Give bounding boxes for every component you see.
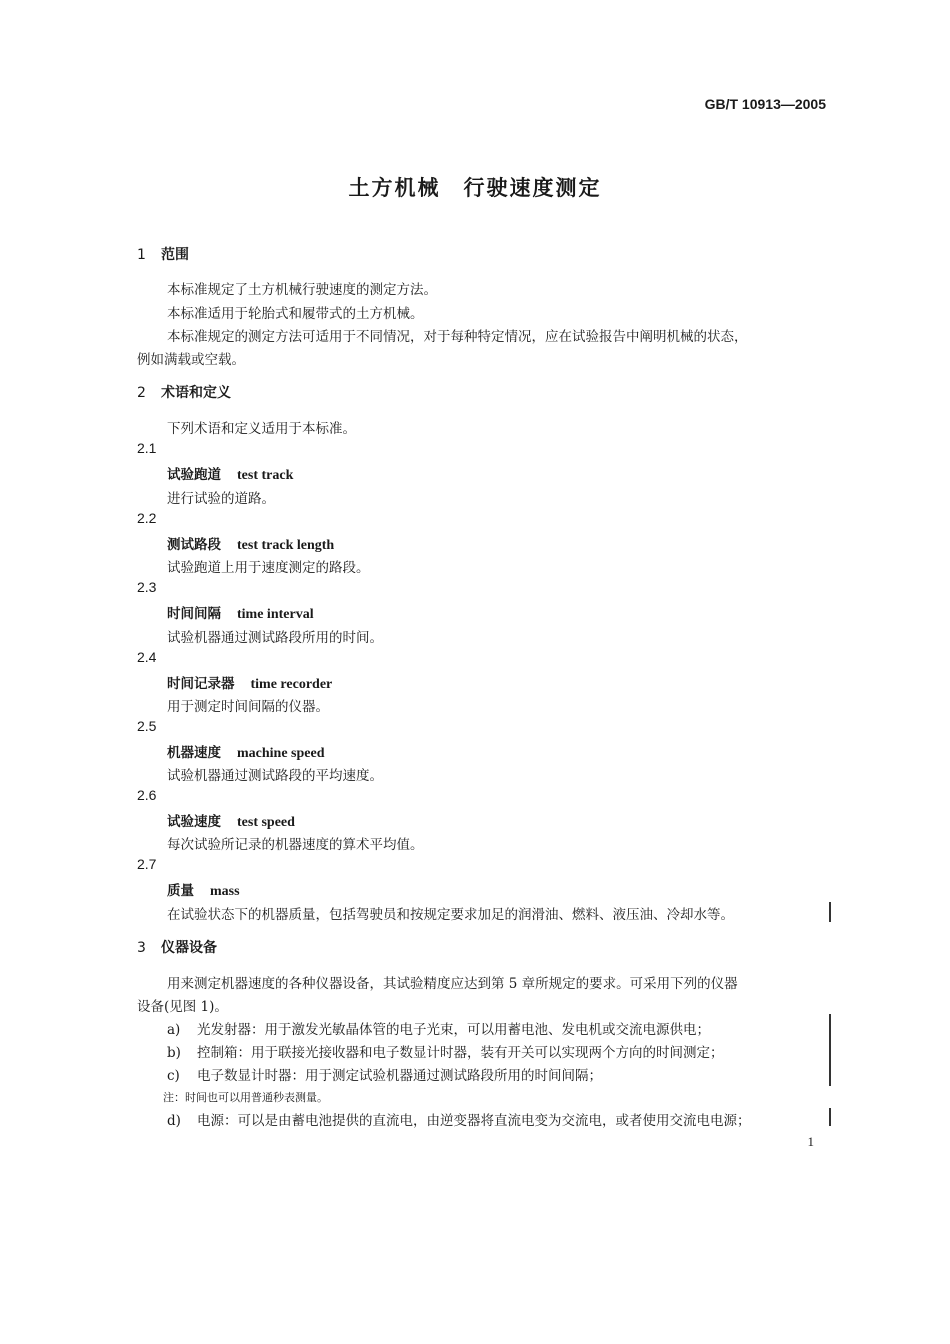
equipment-item-a xyxy=(167,1018,710,1038)
equipment-note: 注：时间也可以用普通秒表测量。 xyxy=(163,1091,328,1104)
revision-bar xyxy=(829,1108,831,1126)
equipment-item-b xyxy=(167,1041,724,1061)
term-zh: 机器速度 xyxy=(167,745,221,761)
terms-intro: 下列术语和定义适用于本标准。 xyxy=(167,421,356,437)
term-zh: 时间记录器 xyxy=(167,676,235,692)
term-heading xyxy=(167,463,293,484)
equipment-intro-line-2: 设备(见图 1)。 xyxy=(137,999,228,1015)
section-heading-terms xyxy=(137,382,231,402)
term-definition: 进行试验的道路。 xyxy=(167,491,275,507)
term-heading xyxy=(167,810,295,831)
scope-paragraph-1: 本标准规定了土方机械行驶速度的测定方法。 xyxy=(167,282,437,298)
term-zh: 测试路段 xyxy=(167,537,221,553)
section-title: 仪器设备 xyxy=(161,940,217,956)
term-definition: 用于测定时间间隔的仪器。 xyxy=(167,699,329,715)
term-definition: 每次试验所记录的机器速度的算术平均值。 xyxy=(167,837,424,853)
section-heading-equipment xyxy=(137,937,217,957)
term-en: test track xyxy=(237,468,294,483)
term-heading xyxy=(167,672,332,693)
page-number: 1 xyxy=(807,1134,814,1149)
term-en: machine speed xyxy=(237,746,325,761)
section-number: 2 xyxy=(137,385,146,401)
term-number: 2.1 xyxy=(137,440,157,456)
term-en: time interval xyxy=(237,607,314,622)
term-heading xyxy=(167,741,325,762)
term-en: test speed xyxy=(237,815,295,830)
item-label: b) xyxy=(167,1045,181,1061)
term-zh: 时间间隔 xyxy=(167,606,221,622)
term-zh: 试验跑道 xyxy=(167,467,221,483)
term-en: time recorder xyxy=(250,677,333,692)
term-definition: 在试验状态下的机器质量，包括驾驶员和按规定要求加足的润滑油、燃料、液压油、冷却水等。 xyxy=(167,907,734,923)
revision-bar xyxy=(829,1014,831,1086)
term-zh: 质量 xyxy=(167,883,194,899)
term-heading xyxy=(167,602,314,623)
revision-bar xyxy=(829,902,831,922)
term-definition: 试验机器通过测试路段的平均速度。 xyxy=(167,768,383,784)
scope-paragraph-3-line-2: 例如满载或空载。 xyxy=(137,352,245,368)
section-title: 范围 xyxy=(161,247,189,263)
term-number: 2.2 xyxy=(137,510,157,526)
equipment-item-c xyxy=(167,1064,602,1084)
standard-number: GB/T 10913—2005 xyxy=(704,96,826,112)
item-text: 控制箱：用于联接光接收器和电子数显计时器，装有开关可以实现两个方向的时间测定； xyxy=(197,1045,724,1061)
term-definition: 试验跑道上用于速度测定的路段。 xyxy=(167,560,370,576)
scope-paragraph-3-line-1: 本标准规定的测定方法可适用于不同情况，对于每种特定情况，应在试验报告中阐明机械的状态， xyxy=(167,329,748,345)
section-heading-scope xyxy=(137,244,189,264)
item-label: d) xyxy=(167,1113,181,1129)
term-number: 2.5 xyxy=(137,718,157,734)
equipment-intro-line-1: 用来测定机器速度的各种仪器设备，其试验精度应达到第 5 章所规定的要求。可采用下列的仪器 xyxy=(167,976,738,992)
term-zh: 试验速度 xyxy=(167,814,221,830)
document-title: 土方机械 行驶速度测定 xyxy=(348,176,602,200)
item-text: 电源：可以是由蓄电池提供的直流电，由逆变器将直流电变为交流电，或者使用交流电电源； xyxy=(197,1113,751,1129)
item-text: 光发射器：用于激发光敏晶体管的电子光束，可以用蓄电池、发电机或交流电源供电； xyxy=(197,1022,710,1038)
equipment-item-d xyxy=(167,1109,751,1129)
term-number: 2.6 xyxy=(137,787,157,803)
section-number: 3 xyxy=(137,940,146,956)
term-en: mass xyxy=(210,884,240,899)
item-label: a) xyxy=(167,1022,181,1038)
scope-paragraph-2: 本标准适用于轮胎式和履带式的土方机械。 xyxy=(167,306,424,322)
section-title: 术语和定义 xyxy=(161,385,231,401)
term-number: 2.4 xyxy=(137,649,157,665)
term-definition: 试验机器通过测试路段所用的时间。 xyxy=(167,630,383,646)
section-number: 1 xyxy=(137,247,146,263)
term-number: 2.3 xyxy=(137,579,157,595)
item-text: 电子数显计时器：用于测定试验机器通过测试路段所用的时间间隔； xyxy=(197,1068,602,1084)
term-number: 2.7 xyxy=(137,856,157,872)
item-label: c) xyxy=(167,1068,180,1084)
term-heading xyxy=(167,533,334,554)
term-en: test track length xyxy=(237,538,335,553)
term-heading xyxy=(167,879,240,900)
